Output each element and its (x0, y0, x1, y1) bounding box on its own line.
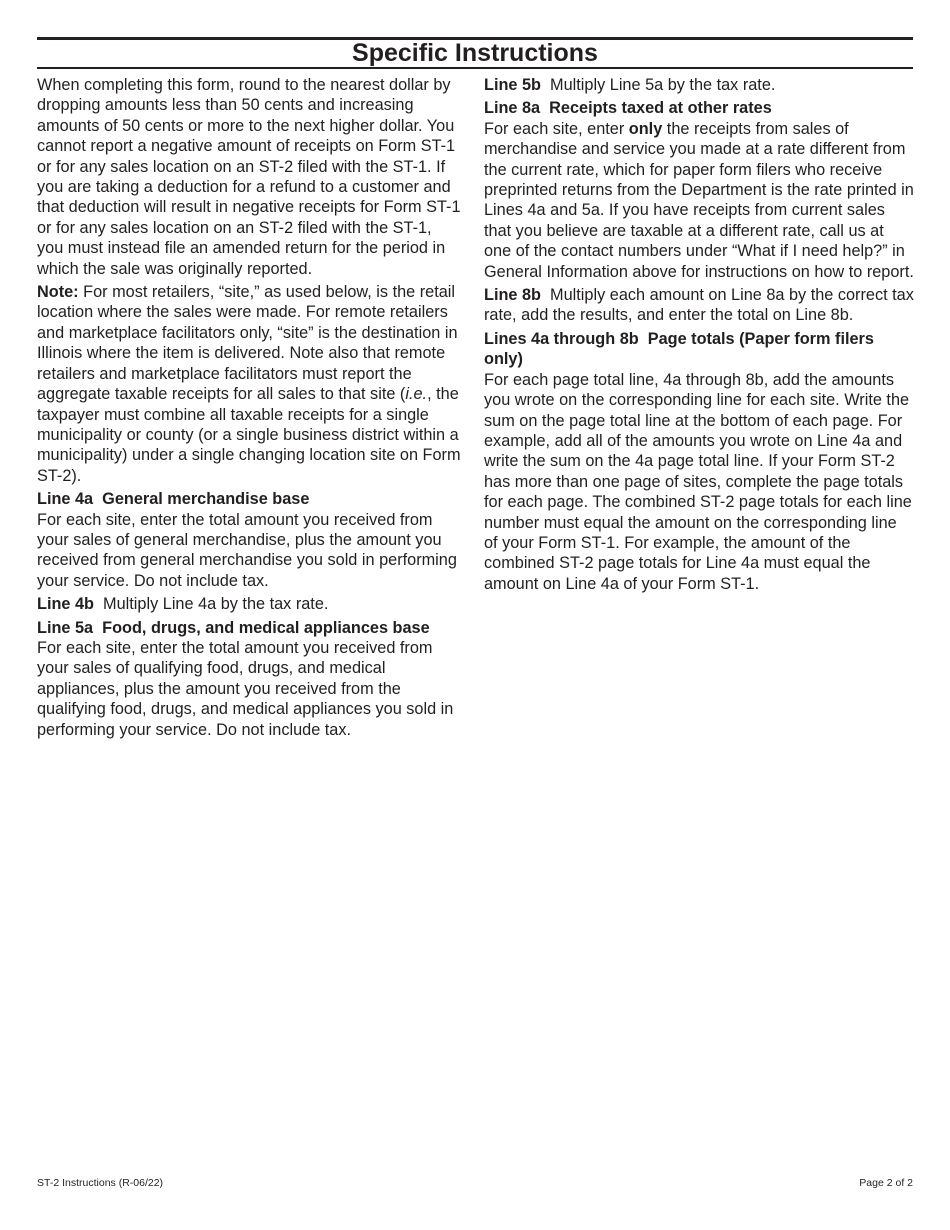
footer-form-id: ST-2 Instructions (R-06/22) (37, 1177, 164, 1189)
footer-page-number: Page 2 of 2 (859, 1177, 913, 1189)
line5a-text: For each site, enter the total amount you received from your sales of qualifying food, drugs, and medical appliances, plus the amount you received from the qualifying food, drugs, and medical appliances you sold in performing your service. Do not include tax. (37, 638, 454, 739)
note-italic: i.e. (405, 385, 428, 404)
line8b-label: Line 8b (484, 286, 541, 305)
line8a-text-1: For each site, enter (484, 119, 629, 138)
line8b-text: Multiply each amount on Line 8a by the correct tax rate, add the results, and enter the total on Line 8b. (484, 286, 919, 325)
section-header (37, 37, 913, 69)
line5a-heading: Line 5a Food, drugs, and medical appliances base (37, 618, 430, 637)
line4b-label: Line 4b (37, 595, 94, 614)
line4a-heading: Line 4a General merchandise base (37, 490, 310, 509)
line8a-text-2: the receipts from sales of merchandise and service you made at a rate different from the current rate, which for paper form filers who receive preprinted returns from the Department is the rate printed in Lines 4a and 5a. If you have receipts from current sales that you believe are taxable at a different rate, call us at one of the contact numbers under “What if I need help?” in General Information above for instructions on how to report. (484, 119, 914, 281)
note-label: Note: (37, 283, 79, 302)
line5b-label: Line 5b (484, 76, 541, 94)
line8b-paragraph (484, 285, 919, 326)
page-title: Specific Instructions (352, 39, 598, 67)
left-column (37, 75, 462, 743)
note-text-1: For most retailers, “site,” as used below, is the retail location where the sales were made. For remote retailers and marketplace facilitators only, “site” is the destination in Illinois where the item is delivered. Note also that remote retailers and marketplace facilitators must report the aggregate taxable receipts for all sales to that site ( (37, 283, 458, 404)
line5b-paragraph (484, 75, 914, 95)
line4b-text: Multiply Line 4a by the tax rate. (94, 595, 329, 614)
right-column (484, 75, 919, 597)
note-text-2: , the taxpayer must combine all taxable receipts for a single municipality or county (or a single business district within a municipality) under a single changing location site on Form ST-2). (37, 385, 461, 485)
note-paragraph (37, 282, 462, 486)
intro-paragraph: When completing this form, round to the nearest dollar by dropping amounts less than 50 cents and increasing amounts of 50 cents or more to the next higher dollar. You cannot report a negative amount of receipts on Form ST-1 or for any sales location on an ST-2 filed with the ST-1. If you are taking a deduction for a refund to a customer and that deduction will result in negative receipts for Form ST-1 or for any sales location on an ST-2 filed with the ST-1, you must instead file an amended return for the period in which the sale was originally reported. (37, 76, 461, 278)
line8a-bold: only (628, 119, 663, 138)
page-totals-text: For each page total line, 4a through 8b, add the amounts you wrote on the corresponding line for each site. Write the sum on the page total line at the bottom of each page. For example, add all of the amounts you wrote on Line 4a and write the sum on the 4a page total line. If your Form ST-2 has more than one page of sites, complete the page totals for each page. The combined ST-2 page totals for each line number must equal the amount on the corresponding line of your Form ST-1. For example, the amount of the combined ST-2 page totals for Line 4a must equal the amount on Line 4a of your Form ST-1. (484, 370, 912, 593)
line5b-text: Multiply Line 5a by the tax rate. (541, 76, 776, 94)
line8a-heading: Line 8a Receipts taxed at other rates (484, 99, 772, 118)
page-totals-heading: Lines 4a through 8b Page totals (Paper form filers only) (484, 329, 879, 369)
line4a-text: For each site, enter the total amount you received from your sales of general merchandise, plus the amount you received from general merchandise you sold in performing your service. Do not include tax. (37, 510, 457, 590)
line4b-paragraph (37, 594, 462, 614)
line8a-paragraph (484, 119, 914, 282)
